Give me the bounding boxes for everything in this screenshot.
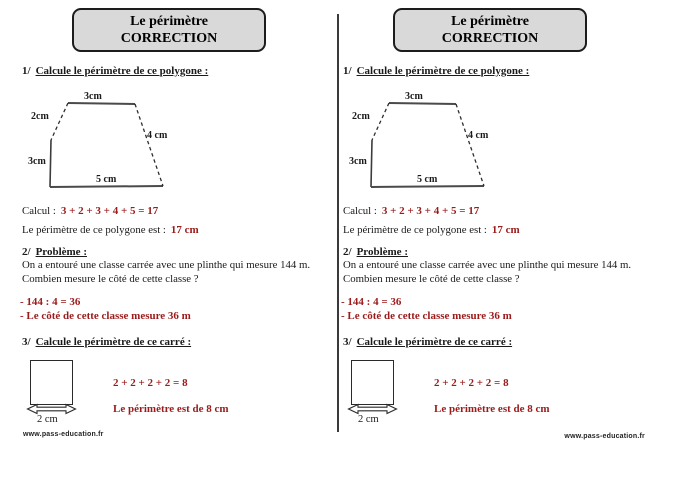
calc-value: 3 + 2 + 3 + 4 + 5 = 17: [60, 205, 159, 217]
width-arrow-shape: [28, 405, 76, 414]
worksheet-subtitle: CORRECTION: [441, 31, 539, 46]
section2-number: 2/: [343, 246, 352, 258]
result-line: [343, 224, 520, 236]
calc-line: [343, 205, 479, 217]
section1-number: 1/: [22, 65, 31, 77]
polygon-side-lower-left: [371, 140, 372, 187]
section2-heading: [22, 246, 87, 258]
footer-url: www.pass-education.fr: [564, 433, 645, 440]
calc-prefix: Calcul :: [22, 205, 56, 217]
section1-number: 1/: [343, 65, 352, 77]
problem-answer-line2: - Le côté de cette classe mesure 36 m: [341, 310, 512, 322]
section2-heading-text: Problème :: [356, 246, 408, 258]
square-width-label: 2 cm: [358, 414, 379, 425]
polygon-side-bottom: [50, 186, 163, 187]
square-result: Le périmètre est de 8 cm: [113, 403, 229, 415]
square-result: Le périmètre est de 8 cm: [434, 403, 550, 415]
section3-heading-text: Calcule le périmètre de ce carré :: [356, 336, 513, 348]
worksheet-subtitle: CORRECTION: [120, 31, 218, 46]
polygon-label-upper-left: 2cm: [31, 111, 49, 122]
section2-number: 2/: [22, 246, 31, 258]
worksheet-title: Le périmètre: [130, 14, 208, 29]
square-calc: 2 + 2 + 2 + 2 = 8: [434, 377, 509, 389]
section3-heading: [343, 336, 512, 348]
problem-line2: Combien mesure le côté de cette classe ?: [22, 273, 199, 285]
section2-heading: [343, 246, 408, 258]
problem-answer-line1: - 144 : 4 = 36: [20, 296, 81, 308]
polygon-label-right: 4 cm: [147, 130, 168, 141]
section1-heading: [343, 65, 529, 77]
section1-heading-text: Calcule le périmètre de ce polygone :: [35, 65, 209, 77]
worksheet-page-left: [0, 0, 337, 480]
polygon-label-top: 3cm: [84, 91, 102, 102]
section1-heading-text: Calcule le périmètre de ce polygone :: [356, 65, 530, 77]
polygon-label-lower-left: 3cm: [349, 156, 367, 167]
square-diagram: [351, 360, 394, 405]
polygon-label-right: 4 cm: [468, 130, 489, 141]
problem-answer-line1: - 144 : 4 = 36: [341, 296, 402, 308]
width-arrow-shape: [349, 405, 397, 414]
section2-heading-text: Problème :: [35, 246, 87, 258]
polygon-side-lower-left: [50, 140, 51, 187]
section3-number: 3/: [22, 336, 31, 348]
result-line: [22, 224, 199, 236]
section3-heading-text: Calcule le périmètre de ce carré :: [35, 336, 192, 348]
result-prefix: Le périmètre de ce polygone est :: [22, 224, 166, 236]
title-box: [72, 8, 266, 52]
calc-line: [22, 205, 158, 217]
section1-heading: [22, 65, 208, 77]
polygon-side-top: [389, 103, 456, 104]
square-width-label: 2 cm: [37, 414, 58, 425]
polygon-side-bottom: [371, 186, 484, 187]
section3-number: 3/: [343, 336, 352, 348]
title-box: [393, 8, 587, 52]
calc-prefix: Calcul :: [343, 205, 377, 217]
polygon-side-upper-left: [372, 103, 389, 140]
polygon-label-lower-left: 3cm: [28, 156, 46, 167]
worksheet-page-right: [321, 0, 658, 480]
result-prefix: Le périmètre de ce polygone est :: [343, 224, 487, 236]
problem-line2: Combien mesure le côté de cette classe ?: [343, 273, 520, 285]
result-value: 17 cm: [491, 224, 520, 236]
page-divider-line: [337, 14, 339, 432]
worksheet-title: Le périmètre: [451, 14, 529, 29]
section3-heading: [22, 336, 191, 348]
polygon-side-top: [68, 103, 135, 104]
square-calc: 2 + 2 + 2 + 2 = 8: [113, 377, 188, 389]
calc-value: 3 + 2 + 3 + 4 + 5 = 17: [381, 205, 480, 217]
problem-line1: On a entouré une classe carrée avec une plinthe qui mesure 144 m.: [22, 259, 311, 271]
problem-answer-line2: - Le côté de cette classe mesure 36 m: [20, 310, 191, 322]
result-value: 17 cm: [170, 224, 199, 236]
footer-url: www.pass-education.fr: [23, 431, 104, 438]
problem-line1: On a entouré une classe carrée avec une plinthe qui mesure 144 m.: [343, 259, 632, 271]
polygon-side-right: [456, 104, 484, 186]
polygon-label-upper-left: 2cm: [352, 111, 370, 122]
polygon-side-right: [135, 104, 163, 186]
polygon-label-bottom: 5 cm: [417, 174, 438, 185]
polygon-label-bottom: 5 cm: [96, 174, 117, 185]
polygon-label-top: 3cm: [405, 91, 423, 102]
polygon-side-upper-left: [51, 103, 68, 140]
square-diagram: [30, 360, 73, 405]
